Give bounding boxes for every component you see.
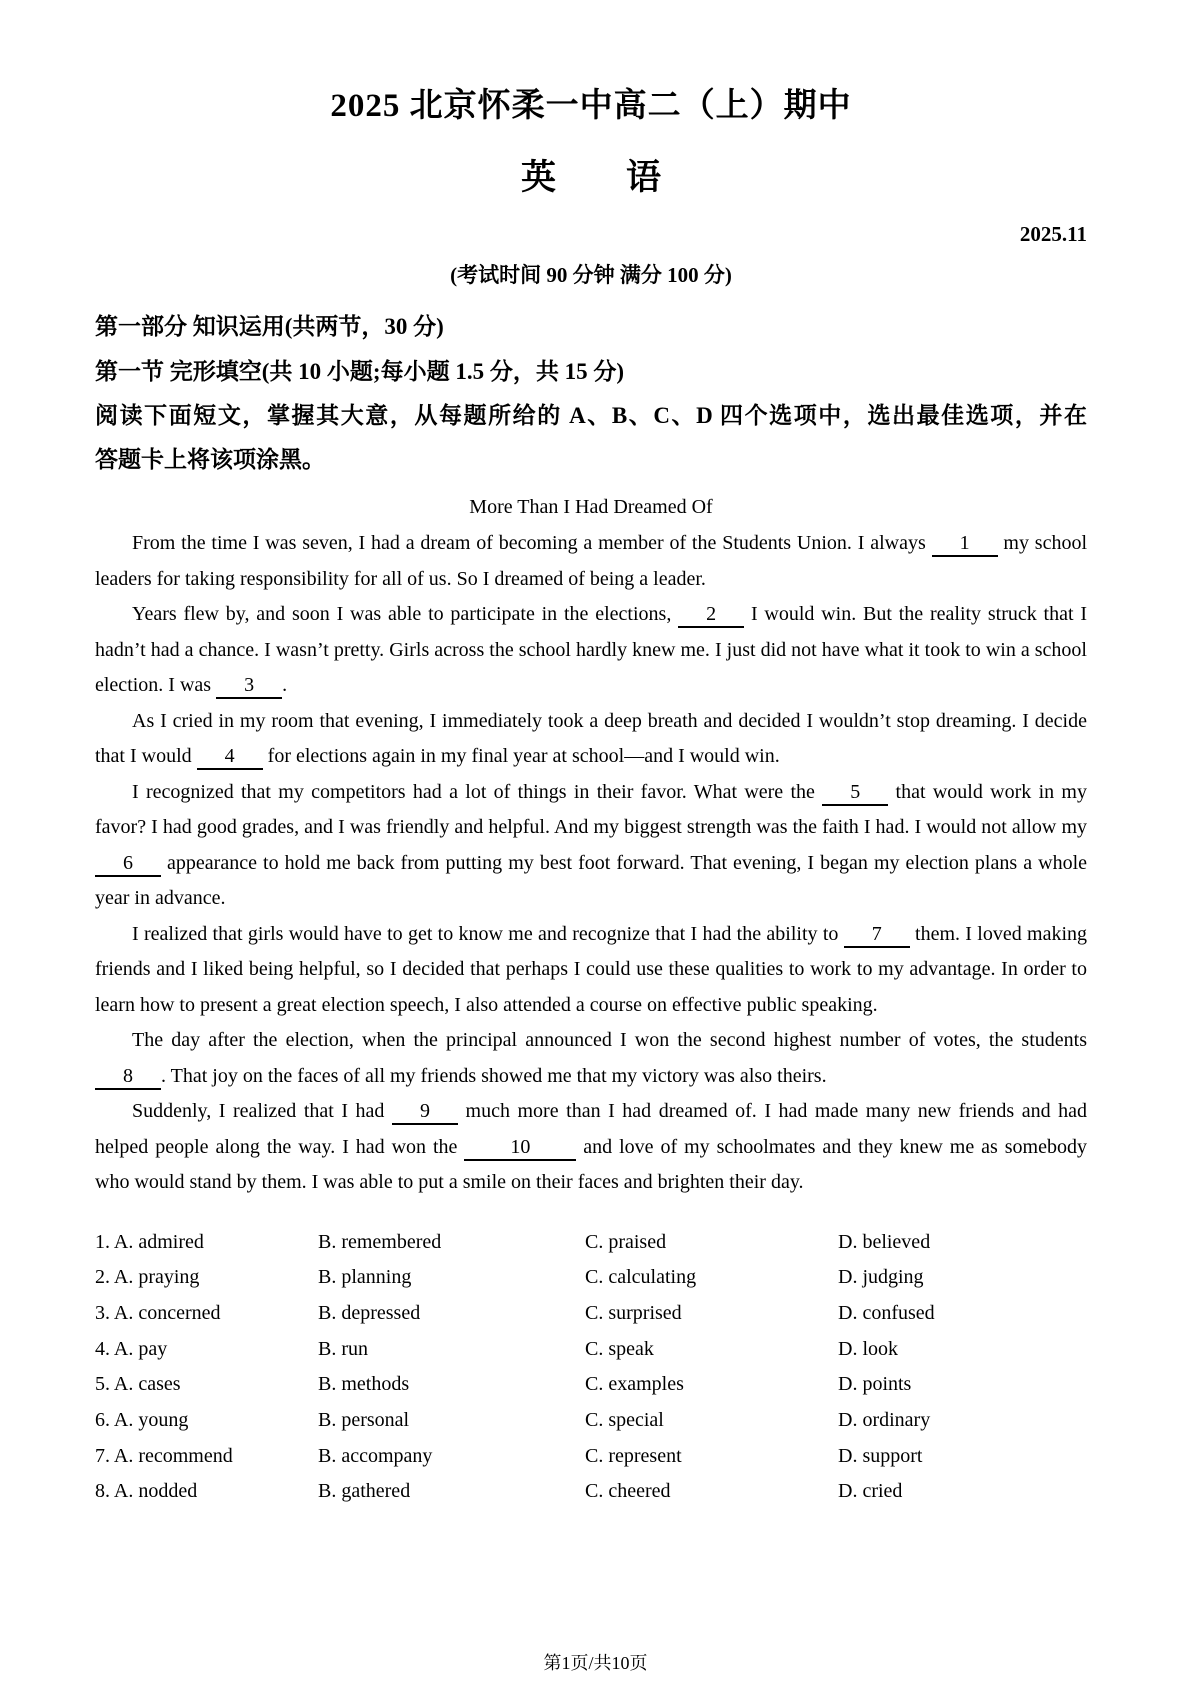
option-2-C: C. calculating [585, 1266, 697, 1289]
cloze-option-row-2 [95, 1260, 1087, 1296]
option-6-A: 6. A. young [95, 1409, 189, 1432]
option-3-A: 3. A. concerned [95, 1301, 221, 1324]
option-2-A: 2. A. praying [95, 1266, 200, 1289]
option-5-B: B. methods [318, 1373, 410, 1396]
option-1-A: 1. A. admired [95, 1230, 204, 1253]
option-5-A: 5. A. cases [95, 1373, 181, 1396]
option-2-B: B. planning [318, 1266, 412, 1289]
passage-paragraph-5: I realized that girls would have to get to know me and recognize that I had the ability to 7 them. I loved making friends and I liked being helpful, so I decided that perhaps I could use these qualities to work to my advantage. In order to learn how to present a great election speech, I also attended a course on effective public speaking. [95, 922, 1088, 1016]
cloze-blank-9: 9 [392, 1099, 458, 1125]
option-8-B: B. gathered [318, 1480, 411, 1503]
cloze-blank-8: 8 [95, 1064, 161, 1090]
part1-heading: 第一部分 知识运用(共两节，30 分) [95, 314, 444, 339]
passage-paragraph-6: The day after the election, when the principal announced I won the second highest number of votes, the students 8 . That joy on the faces of all my friends showed me that my victory was also theirs. [95, 1023, 1087, 1094]
cloze-instructions-line2: 答题卡上将该项涂黑。 [95, 447, 325, 472]
page-number-footer: 第1页/共10页 [543, 1653, 648, 1673]
option-7-D: D. support [838, 1444, 923, 1467]
cloze-option-row-7 [95, 1439, 1087, 1475]
option-7-B: B. accompany [318, 1444, 433, 1467]
option-4-D: D. look [838, 1337, 898, 1360]
option-3-C: C. surprised [585, 1301, 682, 1324]
option-3-B: B. depressed [318, 1301, 421, 1324]
passage-paragraph-7: Suddenly, I realized that I had 9 much more than I had dreamed of. I had made many new friends and had helped people along the way. I had won the 10 and love of my schoolmates and they knew me as somebody who would stand by them. I was able to put a smile on their faces and brighten their day. [95, 1100, 1087, 1193]
passage-paragraph-4: I recognized that my competitors had a lot of things in their favor. What were the 5 that would work in my favor? I had good grades, and I was friendly and helpful. And my biggest strength was the faith I had. I would not allow my 6 appearance to hold me back from putting my best foot forward. That evening, I began my election plans a whole year in advance. [95, 780, 1087, 909]
cloze-blank-5: 5 [822, 780, 888, 806]
cloze-blank-6: 6 [95, 851, 161, 877]
page-title: 2025 北京怀柔一中高二（上）期中 [330, 88, 852, 124]
cloze-option-row-8 [95, 1474, 1087, 1510]
cloze-blank-1: 1 [932, 531, 998, 557]
option-3-D: D. confused [838, 1301, 935, 1324]
cloze-blank-7: 7 [844, 922, 910, 948]
passage-paragraph-1: From the time I was seven, I had a dream of becoming a member of the Students Union. I always 1 my school leaders for taking responsibility for all of us. So I dreamed of being a leader. [95, 532, 1087, 590]
cloze-option-row-6 [95, 1403, 1087, 1439]
cloze-options-list [95, 1225, 1087, 1511]
option-5-C: C. examples [585, 1373, 684, 1396]
option-8-D: D. cried [838, 1480, 903, 1503]
option-6-D: D. ordinary [838, 1409, 931, 1432]
cloze-blank-10: 10 [464, 1135, 576, 1161]
section1-heading: 第一节 完形填空(共 10 小题;每小题 1.5 分，共 15 分) [95, 359, 624, 384]
option-1-B: B. remembered [318, 1230, 442, 1253]
passage-paragraph-2: Years flew by, and soon I was able to participate in the elections, 2 I would win. But the reality struck that I hadn’t had a chance. I wasn’t pretty. Girls across the school hardly knew me. I just did not have what it took to win a school election. I was 3 . [95, 597, 1087, 704]
option-8-A: 8. A. nodded [95, 1480, 198, 1503]
option-5-D: D. points [838, 1373, 912, 1396]
exam-info-line: (考试时间 90 分钟 满分 100 分) [450, 263, 732, 287]
cloze-blank-2: 2 [678, 602, 744, 628]
cloze-passage [95, 526, 1087, 1201]
cloze-option-row-5 [95, 1367, 1087, 1403]
option-6-B: B. personal [318, 1409, 410, 1432]
option-1-C: C. praised [585, 1230, 667, 1253]
option-4-A: 4. A. pay [95, 1337, 168, 1360]
cloze-blank-4: 4 [197, 744, 263, 770]
option-2-D: D. judging [838, 1266, 924, 1289]
passage-title: More Than I Had Dreamed Of [469, 496, 713, 518]
option-1-D: D. believed [838, 1230, 931, 1253]
subject-title: 英 语 [520, 158, 661, 197]
option-4-C: C. speak [585, 1337, 654, 1360]
option-6-C: C. special [585, 1409, 664, 1432]
option-7-A: 7. A. recommend [95, 1444, 233, 1467]
option-4-B: B. run [318, 1337, 368, 1360]
option-8-C: C. cheered [585, 1480, 671, 1503]
option-7-C: C. represent [585, 1444, 682, 1467]
cloze-option-row-4 [95, 1332, 1087, 1368]
passage-paragraph-3: As I cried in my room that evening, I immediately took a deep breath and decided I wouldn’t stop dreaming. I decide that I would 4 for elections again in my final year at school—and I would win. [95, 704, 1087, 775]
cloze-option-row-3 [95, 1296, 1087, 1332]
cloze-blank-3: 3 [216, 673, 282, 699]
cloze-instructions-line1: 阅读下面短文，掌握其大意，从每题所给的 A、B、C、D 四个选项中，选出最佳选项，并在 [95, 403, 1087, 428]
exam-date: 2025.11 [1019, 222, 1087, 246]
cloze-option-row-1 [95, 1225, 1087, 1261]
